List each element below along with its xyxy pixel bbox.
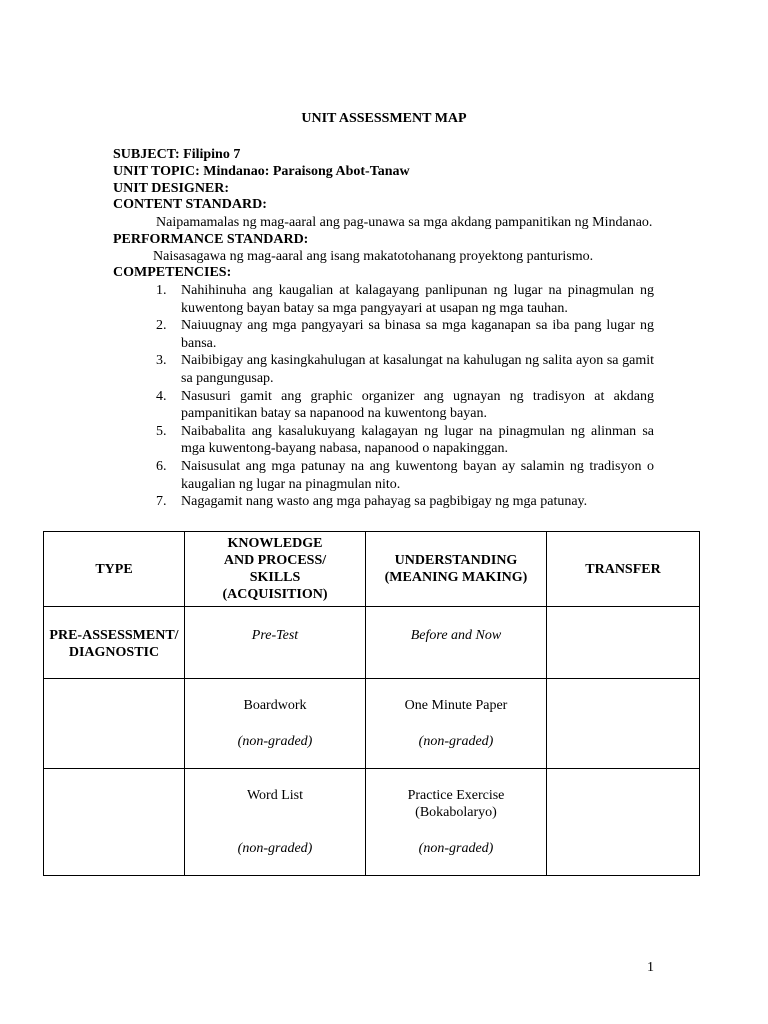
kp-cell: Pre-Test — [185, 607, 366, 679]
type-line: DIAGNOSTIC — [68, 645, 160, 660]
type-line: PRE-ASSESSMENT/ — [49, 628, 179, 643]
subject-line — [113, 146, 713, 163]
transfer-cell — [547, 769, 700, 876]
competency-number: 4. — [156, 388, 167, 404]
competency-text: Naibabalita ang kasalukuyang kalagayan ng lugar na pinagmulan ng alinman sa mga kuwentong-bayang nabasa, napanood o napakinggan. — [181, 423, 654, 457]
unit-topic-label: UNIT TOPIC: — [113, 164, 200, 179]
header-kp-line: KNOWLEDGE — [227, 536, 323, 551]
kp-cell — [185, 769, 366, 876]
performance-standard-heading — [113, 231, 713, 248]
type-cell — [44, 769, 185, 876]
kp-activity: Word List — [246, 788, 304, 803]
performance-standard-text: Naisasagawa ng mag-aaral ang isang makatotohanang proyektong panturismo. — [153, 249, 594, 264]
competency-text: Naiuugnay ang mga pangyayari sa binasa sa mga kaganapan sa iba pang lugar ng bansa. — [181, 318, 654, 351]
transfer-cell — [547, 607, 700, 679]
competency-number: 1. — [156, 283, 167, 298]
header-knowledge-process — [185, 532, 366, 607]
kp-note: (non-graded) — [237, 841, 313, 856]
und-activity: Practice Exercise — [407, 788, 505, 803]
competency-text: Nagagamit nang wasto ang mga pahayag sa pagbibigay ng mga patunay. — [181, 494, 588, 510]
unit-topic-value: Mindanao: Paraisong Abot-Tanaw — [203, 164, 410, 179]
header-kp-line: SKILLS — [249, 570, 301, 585]
competencies-heading — [113, 264, 713, 281]
table-row — [44, 679, 700, 769]
assessment-table — [43, 531, 700, 876]
content-standard-heading — [113, 196, 713, 213]
competency-number: 7. — [156, 494, 167, 510]
competency-number: 6. — [156, 458, 167, 474]
competency-item — [156, 352, 654, 387]
und-cell: Before and Now — [366, 607, 547, 679]
performance-standard-label: PERFORMANCE STANDARD: — [113, 232, 309, 247]
unit-designer-label: UNIT DESIGNER: — [113, 181, 230, 196]
competency-item — [156, 282, 654, 317]
kp-cell — [185, 679, 366, 769]
content-standard-text: Naipamamalas ng mag-aaral ang pag-unawa sa mga akdang pampanitikan ng Mindanao. — [156, 215, 653, 230]
competencies-list — [156, 282, 654, 511]
und-cell — [366, 679, 547, 769]
table-header-row — [44, 532, 700, 607]
competency-text: Nahihinuha ang kaugalian at kalagayang panlipunan ng lugar na pinagmulan ng kuwentong bayan batay sa mga pangyayari at usapan ng mga tauhan. — [181, 283, 654, 316]
header-type: TYPE — [44, 532, 185, 607]
competency-item — [156, 493, 654, 511]
und-activity: (Bokabolaryo) — [415, 805, 497, 820]
header-kp-line: AND PROCESS/ — [223, 553, 327, 568]
und-note: (non-graded) — [418, 841, 494, 856]
competency-number: 3. — [156, 353, 167, 369]
page-number: 1 — [647, 960, 654, 975]
type-cell — [44, 607, 185, 679]
header-und-line: UNDERSTANDING — [394, 553, 518, 568]
competency-text: Nasusuri gamit ang graphic organizer ang ugnayan ng tradisyon at akdang pampanitikan batay sa napanood na kuwentong bayan. — [181, 388, 654, 422]
subject-value: Filipino 7 — [183, 147, 241, 162]
subject-label: SUBJECT: — [113, 147, 180, 162]
table-row — [44, 769, 700, 876]
und-note: (non-graded) — [418, 734, 494, 749]
table-row — [44, 607, 700, 679]
competency-number: 5. — [156, 423, 167, 439]
kp-note: (non-graded) — [237, 734, 313, 749]
page-title: UNIT ASSESSMENT MAP — [301, 111, 467, 126]
competency-number: 2. — [156, 318, 167, 334]
unit-topic-line — [113, 163, 713, 180]
kp-activity: Boardwork — [243, 698, 307, 713]
competency-item — [156, 388, 654, 423]
header-understanding — [366, 532, 547, 607]
competency-text: Naisusulat ang mga patunay na ang kuwentong bayan ay salamin ng tradisyon o kaugalian ng lugar na pinagmulan nito. — [181, 458, 654, 492]
header-und-line: (MEANING MAKING) — [384, 570, 528, 585]
competency-item — [156, 458, 654, 493]
header-kp-line: (ACQUISITION) — [222, 587, 328, 602]
competency-item — [156, 423, 654, 458]
und-activity: One Minute Paper — [404, 698, 508, 713]
content-standard-label: CONTENT STANDARD: — [113, 197, 267, 212]
competencies-label: COMPETENCIES: — [113, 265, 232, 280]
header-transfer: TRANSFER — [547, 532, 700, 607]
type-cell — [44, 679, 185, 769]
transfer-cell — [547, 679, 700, 769]
unit-designer-line — [113, 180, 713, 197]
competency-text: Naibibigay ang kasingkahulugan at kasalungat na kahulugan ng salita ayon sa gamit sa pangungusap. — [181, 353, 654, 386]
competency-item — [156, 317, 654, 352]
und-cell — [366, 769, 547, 876]
